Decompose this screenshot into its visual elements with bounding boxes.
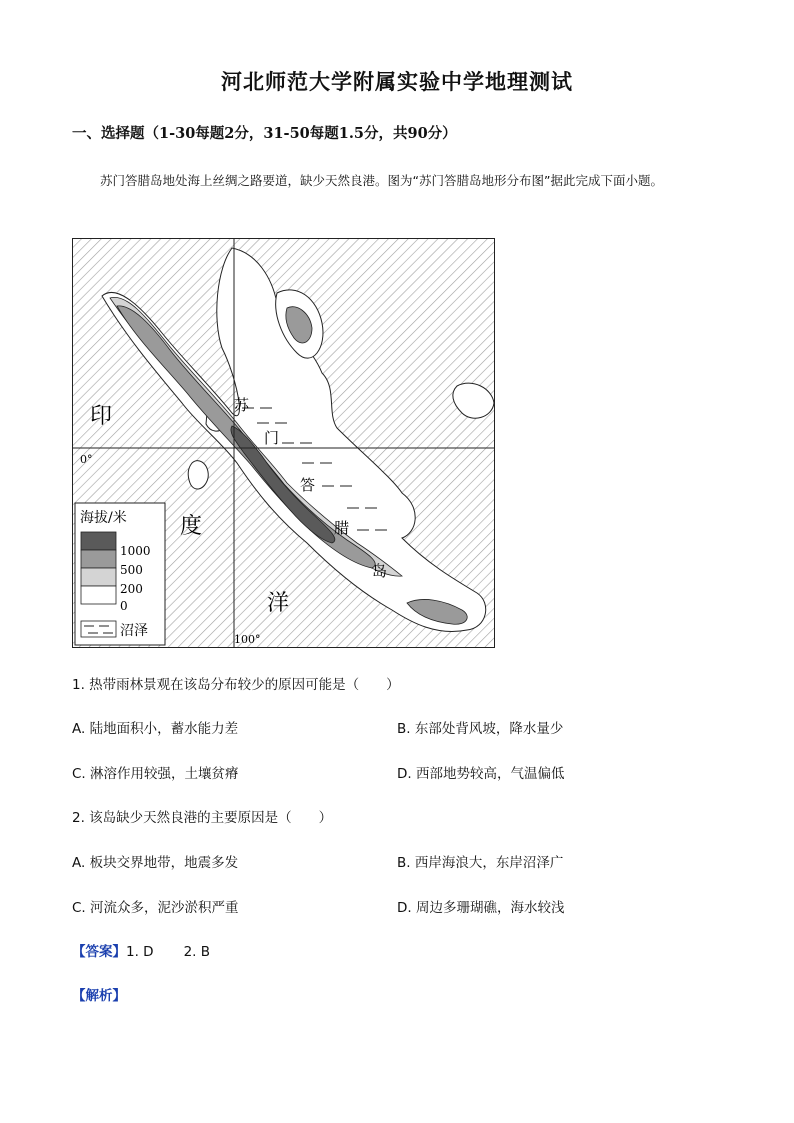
q2-option-c: C. 河流众多，泥沙淤积严重 bbox=[72, 900, 239, 916]
answer-line bbox=[72, 940, 210, 960]
question-1-stem: 1. 热带雨林景观在该岛分布较少的原因可能是（ ） bbox=[72, 677, 400, 693]
sumatra-terrain-map bbox=[72, 238, 495, 648]
lat-label: 0° bbox=[80, 453, 93, 466]
intro-paragraph: 苏门答腊岛地处海上丝绸之路要道，缺少天然良港。图为“苏门答腊岛地形分布图”据此完成下面小题。 bbox=[100, 173, 663, 188]
q1-option-c: C. 淋溶作用较强，土壤贫瘠 bbox=[72, 766, 239, 782]
legend-0: 0 bbox=[120, 599, 128, 613]
q2-option-d: D. 周边多珊瑚礁，海水较浅 bbox=[397, 900, 565, 916]
island-char-5: 岛 bbox=[372, 562, 388, 580]
page-title: 河北师范大学附属实验中学地理测试 bbox=[221, 69, 573, 94]
lon-label: 100° bbox=[234, 633, 261, 646]
island-char-1: 苏 bbox=[234, 396, 250, 414]
legend bbox=[75, 503, 165, 645]
answer-2: 2. B bbox=[183, 944, 211, 960]
legend-1000: 1000 bbox=[120, 544, 151, 558]
ocean-label-1: 印 bbox=[90, 404, 113, 429]
q1-option-b: B. 东部处背风坡，降水量少 bbox=[397, 721, 564, 737]
legend-200: 200 bbox=[120, 582, 143, 596]
q1-option-a: A. 陆地面积小，蓄水能力差 bbox=[72, 721, 239, 737]
island-char-2: 门 bbox=[264, 429, 280, 447]
answer-tag: 【答案】 bbox=[72, 944, 126, 960]
legend-title: 海拔/米 bbox=[80, 510, 127, 526]
ocean-label-3: 洋 bbox=[267, 591, 290, 616]
section-heading: 一、选择题（1-30每题2分，31-50每题1.5分，共90分） bbox=[72, 125, 457, 142]
question-2-stem: 2. 该岛缺少天然良港的主要原因是（ ） bbox=[72, 810, 333, 826]
island-sw bbox=[188, 461, 208, 489]
legend-swamp: 沼泽 bbox=[120, 623, 148, 639]
q1-option-d: D. 西部地势较高，气温偏低 bbox=[397, 766, 565, 782]
ocean-label-2: 度 bbox=[180, 514, 203, 539]
legend-500: 500 bbox=[120, 563, 143, 577]
island-char-3: 答 bbox=[300, 476, 316, 494]
q2-option-a: A. 板块交界地带，地震多发 bbox=[72, 855, 239, 871]
island-char-4: 腊 bbox=[334, 519, 350, 537]
q2-option-b: B. 西岸海浪大，东岸沼泽广 bbox=[397, 855, 564, 871]
analysis-tag: 【解析】 bbox=[72, 988, 126, 1004]
answer-1: 1. D bbox=[126, 944, 154, 960]
